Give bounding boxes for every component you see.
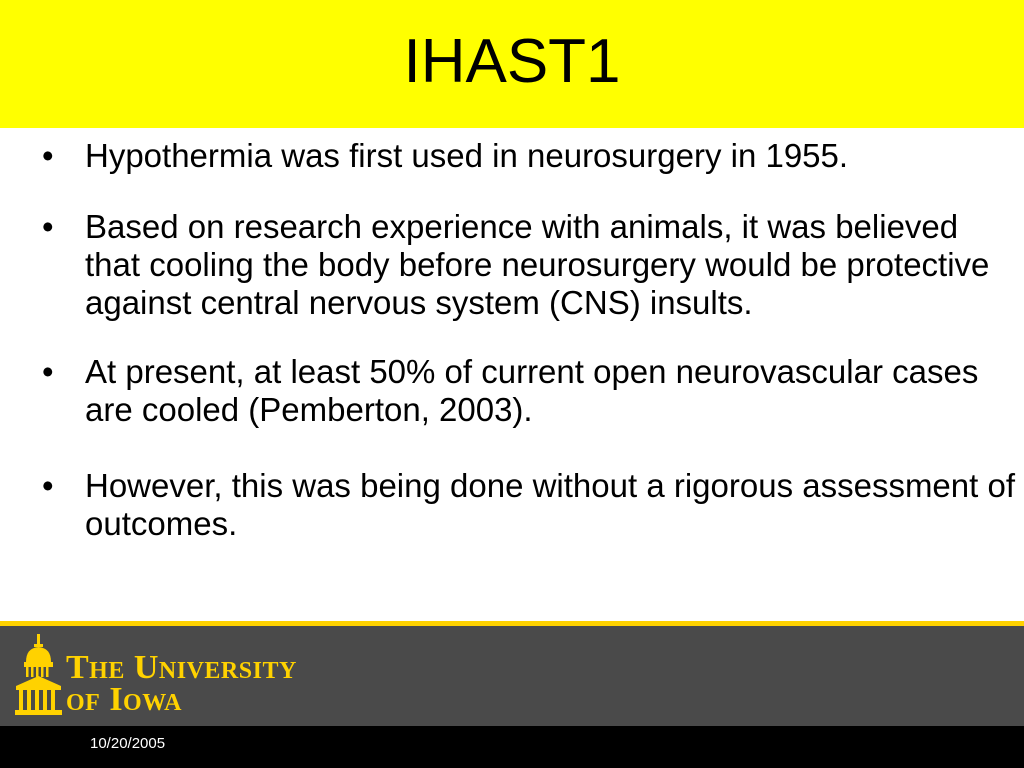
- old-capitol-dome-icon: [14, 632, 64, 718]
- logo-text-line1: The University: [66, 649, 297, 686]
- footer: [0, 626, 1024, 726]
- university-logo: [14, 632, 324, 722]
- logo-text-line2: of Iowa: [66, 681, 182, 718]
- bullet-text: Based on research experience with animals, it was believed that cooling the body before neurosurgery would be protective against central nervous system (CNS) insults.: [85, 208, 990, 321]
- bullet-text: Hypothermia was first used in neurosurgery in 1955.: [85, 137, 849, 174]
- bullet-text: At present, at least 50% of current open neurovascular cases are cooled (Pemberton, 2003).: [85, 353, 979, 428]
- slide-date: 10/20/2005: [90, 735, 166, 752]
- bullet-marker: •: [42, 467, 54, 504]
- bullet-marker: •: [42, 353, 54, 390]
- date-bar: [0, 726, 1024, 768]
- bullet-text: However, this was being done without a rigorous assessment of outcomes.: [85, 467, 1015, 542]
- bullet-marker: •: [42, 208, 54, 245]
- bullet-item: [42, 208, 1017, 322]
- title-bar: [0, 0, 1024, 128]
- bullet-marker: •: [42, 137, 54, 174]
- slide-title: IHAST1: [403, 27, 621, 96]
- bullet-item: [42, 137, 1017, 175]
- bullet-list: [42, 137, 1017, 543]
- bullet-item: [42, 353, 1017, 429]
- bullet-item: [42, 467, 1017, 543]
